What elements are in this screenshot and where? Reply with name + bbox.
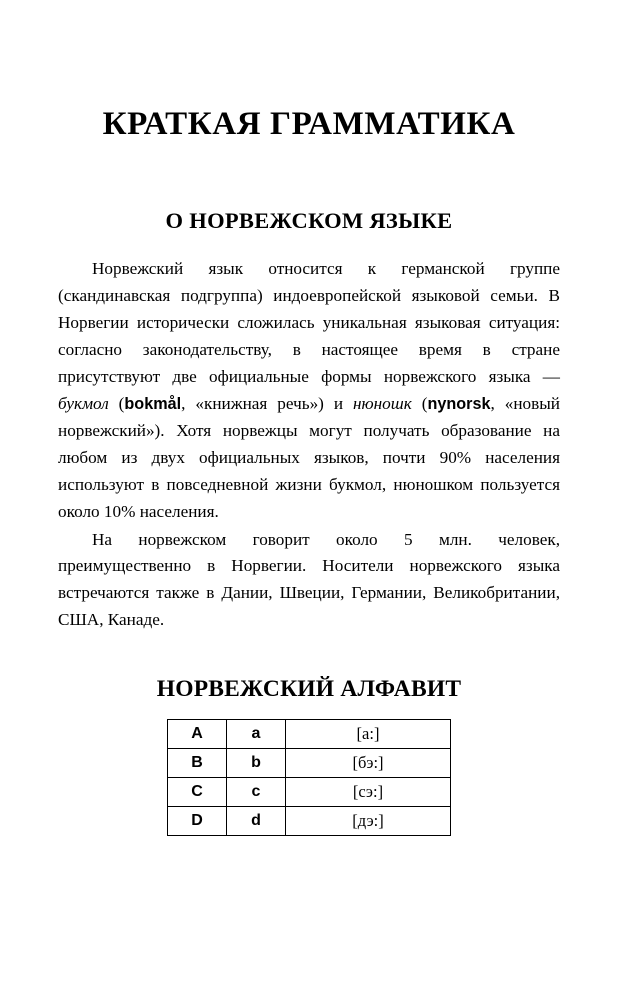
table-row	[168, 720, 451, 749]
alphabet-table-body	[168, 720, 451, 836]
letter-uppercase: A	[168, 720, 227, 749]
letter-transcription: [бэ:]	[286, 749, 451, 778]
letter-transcription: [а:]	[286, 720, 451, 749]
italic-term: нюношк	[353, 393, 412, 413]
letter-lowercase: a	[227, 720, 286, 749]
letter-uppercase: B	[168, 749, 227, 778]
section-title: О НОРВЕЖСКОМ ЯЗЫКЕ	[165, 208, 453, 234]
letter-transcription: [сэ:]	[286, 778, 451, 807]
alphabet-table-container	[58, 703, 560, 836]
table-row	[168, 749, 451, 778]
paragraph-about-language-2: На норвежском говорит около 5 млн. человек, преимущественно в Норвегии. Носители норвежского языка встречаются также в Дании, Швеции, Германии, Великобритании, США, Канаде.	[58, 529, 560, 630]
letter-transcription: [дэ:]	[286, 807, 451, 836]
letter-lowercase: c	[227, 778, 286, 807]
table-row	[168, 807, 451, 836]
letter-uppercase: C	[168, 778, 227, 807]
alphabet-table	[167, 719, 451, 836]
bold-term: bokmål	[124, 394, 182, 413]
letter-lowercase: d	[227, 807, 286, 836]
letter-uppercase: D	[168, 807, 227, 836]
letter-lowercase: b	[227, 749, 286, 778]
alphabet-title: НОРВЕЖСКИЙ АЛФАВИТ	[156, 676, 462, 703]
table-row	[168, 778, 451, 807]
chapter-title: КРАТКАЯ ГРАММАТИКА	[102, 106, 516, 142]
italic-term: букмол	[58, 393, 109, 413]
paragraph-about-language-1: Норвежский язык относится к германской группе (скандинавская подгруппа) индоевропейской языковой семьи. В Норвегии исторически сложилась уникальная языковая ситуация: согласно законодательству, в настоящее время в стране присутствуют две официальные формы норвежского языка — букмол (bokmål, «книжная речь») и нюношк (nynorsk, «новый норвежский»). Хотя норвежцы могут получать образование на любом из двух официальных языков, почти 90% населения используют в повседневной жизни букмол, нюношком пользуется около 10% населения.	[58, 259, 560, 521]
bold-term: nynorsk	[427, 394, 491, 413]
